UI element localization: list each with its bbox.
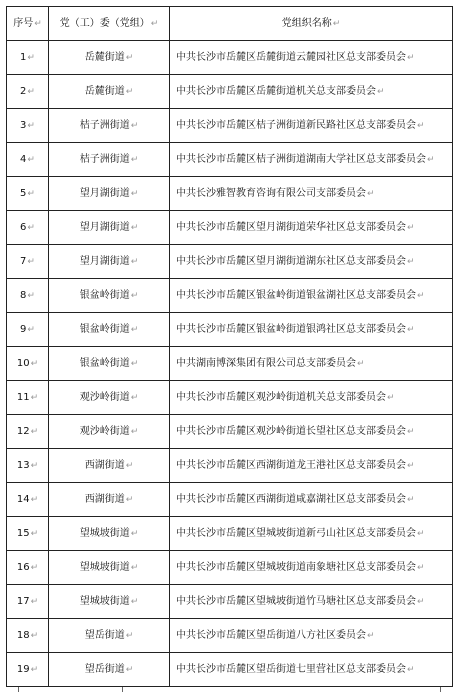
paragraph-mark-icon: ↵ xyxy=(417,290,425,301)
paragraph-mark-icon: ↵ xyxy=(30,528,39,539)
row-number-cell xyxy=(7,483,49,517)
row-committee-cell xyxy=(49,347,170,381)
row-org-name: 中共长沙市岳麓区桔子洲街道新民路社区总支部委员会 xyxy=(176,119,416,131)
row-org-name: 中共长沙市岳麓区岳麓街道云麓园社区总支部委员会 xyxy=(176,51,406,63)
row-committee-cell xyxy=(49,415,170,449)
paragraph-mark-icon: ↵ xyxy=(130,222,139,233)
row-committee-cell xyxy=(49,517,170,551)
column-marker xyxy=(440,687,441,692)
row-org-name-cell xyxy=(170,143,453,177)
row-committee: 桔子洲街道 xyxy=(79,153,130,165)
row-org-name: 中共长沙市岳麓区西湖街道咸嘉湖社区总支部委员会 xyxy=(176,493,406,505)
row-committee: 望城坡街道 xyxy=(79,595,130,607)
row-number: 13 xyxy=(16,459,30,471)
paragraph-mark-icon: ↵ xyxy=(30,664,39,675)
row-committee: 银盆岭街道 xyxy=(79,289,130,301)
paragraph-mark-icon: ↵ xyxy=(30,494,39,505)
paragraph-mark-icon: ↵ xyxy=(130,358,139,369)
row-org-name-cell xyxy=(170,41,453,75)
page-footer-edge xyxy=(6,687,452,692)
row-org-name: 中共湖南博深集团有限公司总支部委员会 xyxy=(176,357,356,369)
row-number: 7 xyxy=(20,255,27,267)
paragraph-mark-icon: ↵ xyxy=(125,630,134,641)
row-number-cell xyxy=(7,279,49,313)
paragraph-mark-icon: ↵ xyxy=(130,154,139,165)
row-number: 6 xyxy=(20,221,27,233)
row-number-cell xyxy=(7,449,49,483)
paragraph-mark-icon: ↵ xyxy=(150,18,159,29)
row-number-cell xyxy=(7,415,49,449)
row-committee: 桔子洲街道 xyxy=(79,119,130,131)
paragraph-mark-icon: ↵ xyxy=(27,324,35,335)
row-number-cell xyxy=(7,347,49,381)
paragraph-mark-icon: ↵ xyxy=(367,630,375,641)
row-number-cell xyxy=(7,517,49,551)
row-number: 3 xyxy=(20,119,27,131)
row-org-name: 中共长沙市岳麓区观沙岭街道机关总支部委员会 xyxy=(176,391,386,403)
row-committee: 银盆岭街道 xyxy=(79,357,130,369)
row-committee: 望岳街道 xyxy=(84,663,125,675)
row-number: 16 xyxy=(16,561,30,573)
row-committee: 西湖街道 xyxy=(84,459,125,471)
row-org-name-cell xyxy=(170,279,453,313)
paragraph-mark-icon: ↵ xyxy=(407,324,415,335)
row-org-name: 中共长沙市岳麓区望岳街道七里营社区总支部委员会 xyxy=(176,663,406,675)
row-org-name-cell xyxy=(170,449,453,483)
row-org-name-cell xyxy=(170,313,453,347)
row-committee: 望岳街道 xyxy=(84,629,125,641)
table-row xyxy=(7,143,453,177)
row-org-name-cell xyxy=(170,245,453,279)
paragraph-mark-icon: ↵ xyxy=(427,154,435,165)
row-org-name: 中共长沙市岳麓区望月湖街道荣华社区总支部委员会 xyxy=(176,221,406,233)
row-committee: 西湖街道 xyxy=(84,493,125,505)
row-org-name: 中共长沙市岳麓区望城坡街道南象塘社区总支部委员会 xyxy=(176,561,416,573)
row-org-name: 中共长沙市岳麓区望月湖街道湖东社区总支部委员会 xyxy=(176,255,406,267)
row-committee-cell xyxy=(49,619,170,653)
paragraph-mark-icon: ↵ xyxy=(30,630,39,641)
paragraph-mark-icon: ↵ xyxy=(27,120,35,131)
paragraph-mark-icon: ↵ xyxy=(125,494,134,505)
row-number-cell xyxy=(7,313,49,347)
row-number: 1 xyxy=(20,51,27,63)
table-row xyxy=(7,109,453,143)
row-org-name-cell xyxy=(170,109,453,143)
paragraph-mark-icon: ↵ xyxy=(387,392,395,403)
paragraph-mark-icon: ↵ xyxy=(130,562,139,573)
table-header-row xyxy=(7,7,453,41)
row-number: 11 xyxy=(16,391,30,403)
paragraph-mark-icon: ↵ xyxy=(407,256,415,267)
row-committee: 望月湖街道 xyxy=(79,221,130,233)
table-row xyxy=(7,551,453,585)
paragraph-mark-icon: ↵ xyxy=(407,52,415,63)
paragraph-mark-icon: ↵ xyxy=(27,188,35,199)
row-committee: 望月湖街道 xyxy=(79,255,130,267)
row-committee-cell xyxy=(49,449,170,483)
paragraph-mark-icon: ↵ xyxy=(30,392,39,403)
table-row xyxy=(7,653,453,687)
row-number-cell xyxy=(7,381,49,415)
row-committee: 岳麓街道 xyxy=(84,85,125,97)
paragraph-mark-icon: ↵ xyxy=(407,426,415,437)
paragraph-mark-icon: ↵ xyxy=(30,562,39,573)
row-number: 8 xyxy=(20,289,27,301)
paragraph-mark-icon: ↵ xyxy=(125,86,134,97)
paragraph-mark-icon: ↵ xyxy=(130,528,139,539)
row-org-name: 中共长沙雅智教育咨询有限公司支部委员会 xyxy=(176,187,366,199)
row-committee-cell xyxy=(49,313,170,347)
row-org-name-cell xyxy=(170,585,453,619)
table-row xyxy=(7,585,453,619)
row-org-name: 中共长沙市岳麓区观沙岭街道长望社区总支部委员会 xyxy=(176,425,406,437)
row-committee-cell xyxy=(49,211,170,245)
paragraph-mark-icon: ↵ xyxy=(357,358,365,369)
row-number-cell xyxy=(7,109,49,143)
row-committee: 岳麓街道 xyxy=(84,51,125,63)
row-committee-cell xyxy=(49,483,170,517)
table-row xyxy=(7,381,453,415)
row-committee: 银盆岭街道 xyxy=(79,323,130,335)
row-number-cell xyxy=(7,245,49,279)
row-number: 14 xyxy=(16,493,30,505)
row-number: 2 xyxy=(20,85,27,97)
paragraph-mark-icon: ↵ xyxy=(130,324,139,335)
row-number-cell xyxy=(7,177,49,211)
header-org-name xyxy=(170,7,453,41)
paragraph-mark-icon: ↵ xyxy=(27,154,35,165)
table-body xyxy=(7,41,453,687)
header-org-name-label: 党组织名称 xyxy=(281,17,332,29)
row-number: 15 xyxy=(16,527,30,539)
paragraph-mark-icon: ↵ xyxy=(27,222,35,233)
header-committee xyxy=(49,7,170,41)
row-org-name-cell xyxy=(170,619,453,653)
paragraph-mark-icon: ↵ xyxy=(30,358,39,369)
row-org-name-cell xyxy=(170,483,453,517)
paragraph-mark-icon: ↵ xyxy=(130,392,139,403)
table-row xyxy=(7,483,453,517)
row-number-cell xyxy=(7,619,49,653)
row-committee-cell xyxy=(49,245,170,279)
table-row xyxy=(7,75,453,109)
row-org-name-cell xyxy=(170,653,453,687)
row-number: 18 xyxy=(16,629,30,641)
paragraph-mark-icon: ↵ xyxy=(407,222,415,233)
row-number-cell xyxy=(7,143,49,177)
row-org-name-cell xyxy=(170,211,453,245)
row-committee-cell xyxy=(49,653,170,687)
row-committee-cell xyxy=(49,585,170,619)
row-number: 5 xyxy=(20,187,27,199)
row-org-name-cell xyxy=(170,415,453,449)
table-row xyxy=(7,449,453,483)
table-row xyxy=(7,41,453,75)
paragraph-mark-icon: ↵ xyxy=(417,596,425,607)
paragraph-mark-icon: ↵ xyxy=(377,86,385,97)
paragraph-mark-icon: ↵ xyxy=(27,86,35,97)
row-committee-cell xyxy=(49,75,170,109)
table-row xyxy=(7,211,453,245)
row-number: 9 xyxy=(20,323,27,335)
paragraph-mark-icon: ↵ xyxy=(30,460,39,471)
row-number-cell xyxy=(7,41,49,75)
table-row xyxy=(7,415,453,449)
paragraph-mark-icon: ↵ xyxy=(30,596,39,607)
paragraph-mark-icon: ↵ xyxy=(407,460,415,471)
row-committee: 望月湖街道 xyxy=(79,187,130,199)
row-committee-cell xyxy=(49,109,170,143)
row-committee-cell xyxy=(49,41,170,75)
table-row xyxy=(7,517,453,551)
row-committee-cell xyxy=(49,381,170,415)
party-organization-table xyxy=(6,6,453,687)
paragraph-mark-icon: ↵ xyxy=(417,528,425,539)
table-row xyxy=(7,245,453,279)
row-org-name: 中共长沙市岳麓区岳麓街道机关总支部委员会 xyxy=(176,85,376,97)
row-org-name: 中共长沙市岳麓区银盆岭街道银鸿社区总支部委员会 xyxy=(176,323,406,335)
header-number-label: 序号 xyxy=(13,17,34,29)
paragraph-mark-icon: ↵ xyxy=(34,18,42,29)
row-org-name: 中共长沙市岳麓区望岳街道八方社区委员会 xyxy=(176,629,366,641)
row-number-cell xyxy=(7,211,49,245)
paragraph-mark-icon: ↵ xyxy=(407,494,415,505)
row-number-cell xyxy=(7,75,49,109)
column-marker xyxy=(18,687,19,692)
row-committee-cell xyxy=(49,551,170,585)
row-committee: 望城坡街道 xyxy=(79,527,130,539)
row-org-name-cell xyxy=(170,75,453,109)
table-row xyxy=(7,619,453,653)
row-number: 19 xyxy=(16,663,30,675)
row-org-name-cell xyxy=(170,517,453,551)
row-number: 17 xyxy=(16,595,30,607)
row-org-name: 中共长沙市岳麓区西湖街道龙王港社区总支部委员会 xyxy=(176,459,406,471)
header-committee-label: 党（工）委（党组） xyxy=(59,17,150,29)
paragraph-mark-icon: ↵ xyxy=(125,664,134,675)
row-org-name-cell xyxy=(170,551,453,585)
paragraph-mark-icon: ↵ xyxy=(125,52,134,63)
row-number-cell xyxy=(7,551,49,585)
row-number-cell xyxy=(7,653,49,687)
row-org-name: 中共长沙市岳麓区银盆岭街道银盆湖社区总支部委员会 xyxy=(176,289,416,301)
row-org-name-cell xyxy=(170,347,453,381)
paragraph-mark-icon: ↵ xyxy=(130,290,139,301)
paragraph-mark-icon: ↵ xyxy=(125,460,134,471)
paragraph-mark-icon: ↵ xyxy=(130,426,139,437)
paragraph-mark-icon: ↵ xyxy=(130,188,139,199)
table-row xyxy=(7,313,453,347)
row-org-name: 中共长沙市岳麓区望城坡街道竹马塘社区总支部委员会 xyxy=(176,595,416,607)
paragraph-mark-icon: ↵ xyxy=(417,562,425,573)
row-committee: 观沙岭街道 xyxy=(79,425,130,437)
header-number xyxy=(7,7,49,41)
paragraph-mark-icon: ↵ xyxy=(130,256,139,267)
paragraph-mark-icon: ↵ xyxy=(130,120,139,131)
paragraph-mark-icon: ↵ xyxy=(27,256,35,267)
paragraph-mark-icon: ↵ xyxy=(407,664,415,675)
row-org-name-cell xyxy=(170,177,453,211)
paragraph-mark-icon: ↵ xyxy=(27,290,35,301)
row-org-name: 中共长沙市岳麓区望城坡街道新弓山社区总支部委员会 xyxy=(176,527,416,539)
column-marker xyxy=(122,687,123,692)
row-committee-cell xyxy=(49,177,170,211)
row-committee-cell xyxy=(49,143,170,177)
row-org-name: 中共长沙市岳麓区桔子洲街道湖南大学社区总支部委员会 xyxy=(176,153,426,165)
paragraph-mark-icon: ↵ xyxy=(367,188,375,199)
row-number-cell xyxy=(7,585,49,619)
table-row xyxy=(7,177,453,211)
paragraph-mark-icon: ↵ xyxy=(417,120,425,131)
row-org-name-cell xyxy=(170,381,453,415)
table-row xyxy=(7,279,453,313)
row-number: 12 xyxy=(16,425,30,437)
table-row xyxy=(7,347,453,381)
paragraph-mark-icon: ↵ xyxy=(130,596,139,607)
row-committee: 观沙岭街道 xyxy=(79,391,130,403)
paragraph-mark-icon: ↵ xyxy=(332,18,341,29)
row-number: 10 xyxy=(16,357,30,369)
paragraph-mark-icon: ↵ xyxy=(30,426,39,437)
row-committee: 望城坡街道 xyxy=(79,561,130,573)
row-number: 4 xyxy=(20,153,27,165)
row-committee-cell xyxy=(49,279,170,313)
paragraph-mark-icon: ↵ xyxy=(27,52,35,63)
